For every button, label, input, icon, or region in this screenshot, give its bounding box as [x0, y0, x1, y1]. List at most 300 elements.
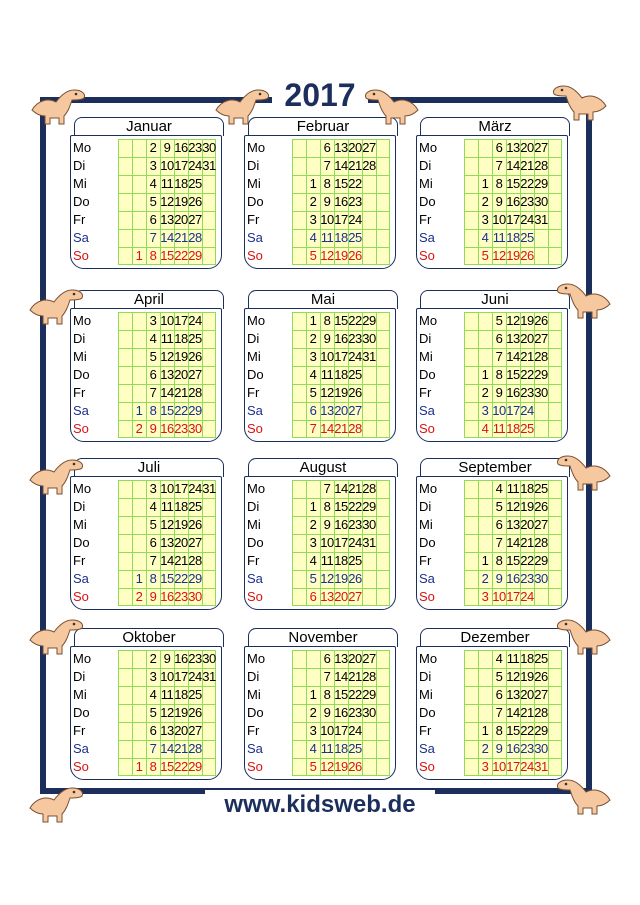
month-name: September — [420, 458, 570, 477]
date-cell: 14 — [334, 481, 348, 496]
date-cell: 21 — [348, 481, 362, 496]
date-cell: 10 — [492, 759, 506, 774]
date-cell: 9 — [323, 331, 331, 346]
weekday-label: Di — [247, 499, 260, 514]
date-cell: 20 — [520, 331, 534, 346]
weekday-label: Mo — [247, 313, 266, 328]
date-cell: 26 — [534, 313, 548, 328]
date-cell: 7 — [309, 421, 317, 436]
date-cell: 17 — [334, 349, 348, 364]
date-cell: 29 — [362, 499, 376, 514]
date-cell: 3 — [149, 158, 157, 173]
weekday-label: So — [73, 759, 89, 774]
date-cell: 23 — [174, 421, 188, 436]
month-mai — [244, 290, 396, 442]
date-cell: 20 — [520, 687, 534, 702]
date-cell: 27 — [188, 212, 202, 227]
date-cell: 23 — [520, 741, 534, 756]
date-cell: 25 — [188, 499, 202, 514]
dinosaur-icon — [548, 78, 610, 122]
date-cell: 5 — [495, 499, 503, 514]
month-name: Juni — [420, 290, 570, 309]
date-cell: 11 — [492, 421, 506, 436]
date-cell: 12 — [492, 248, 506, 263]
dinosaur-icon — [26, 780, 88, 824]
weekday-label: Di — [419, 499, 432, 514]
weekday-label: Mi — [247, 176, 261, 191]
date-cell: 23 — [520, 571, 534, 586]
date-cell: 15 — [334, 176, 348, 191]
date-cell: 13 — [160, 535, 174, 550]
month-name: März — [420, 117, 570, 136]
weekday-label: So — [247, 421, 263, 436]
date-cell: 11 — [320, 741, 334, 756]
weekday-label: Fr — [73, 385, 86, 400]
weekday-label: Fr — [73, 553, 86, 568]
date-cell: 19 — [334, 759, 348, 774]
date-cell: 19 — [520, 669, 534, 684]
weekday-label: Sa — [73, 230, 89, 245]
date-cell: 15 — [160, 571, 174, 586]
website-footer[interactable]: www.kidsweb.de — [205, 790, 435, 820]
date-cell: 25 — [348, 367, 362, 382]
date-cell: 22 — [520, 176, 534, 191]
date-cell: 2 — [309, 194, 317, 209]
date-cell: 23 — [348, 194, 362, 209]
date-cell: 9 — [495, 741, 503, 756]
date-cell: 27 — [188, 723, 202, 738]
weekday-label: Mo — [73, 313, 92, 328]
date-cell: 5 — [495, 313, 503, 328]
date-cell: 6 — [323, 651, 331, 666]
date-cell: 22 — [520, 367, 534, 382]
date-cell: 16 — [160, 421, 174, 436]
weekday-label: So — [419, 759, 435, 774]
date-cell: 22 — [174, 759, 188, 774]
date-cell: 19 — [334, 248, 348, 263]
date-cell: 3 — [481, 212, 489, 227]
date-cell: 8 — [495, 553, 503, 568]
date-cell: 3 — [149, 481, 157, 496]
date-cell: 29 — [188, 759, 202, 774]
date-cell: 11 — [320, 230, 334, 245]
date-cell: 2 — [309, 705, 317, 720]
date-cell: 4 — [309, 741, 317, 756]
date-cell: 18 — [334, 553, 348, 568]
date-cell: 31 — [202, 481, 216, 496]
date-cell: 23 — [348, 517, 362, 532]
date-cell: 25 — [520, 421, 534, 436]
date-cell: 6 — [495, 687, 503, 702]
weekday-label: Mo — [73, 140, 92, 155]
date-cell: 13 — [160, 367, 174, 382]
weekday-label: Mo — [419, 651, 438, 666]
date-cell: 30 — [534, 571, 548, 586]
date-cell: 5 — [149, 517, 157, 532]
month-name: April — [74, 290, 224, 309]
date-cell: 5 — [309, 385, 317, 400]
weekday-label: Mi — [419, 176, 433, 191]
date-cell: 18 — [334, 741, 348, 756]
date-cell: 11 — [506, 651, 520, 666]
date-cell: 21 — [174, 385, 188, 400]
date-cell: 8 — [149, 248, 157, 263]
date-cell: 31 — [202, 158, 216, 173]
date-cell: 16 — [334, 331, 348, 346]
date-cell: 25 — [188, 176, 202, 191]
date-cell: 11 — [320, 553, 334, 568]
date-cell: 28 — [534, 705, 548, 720]
date-cell: 19 — [520, 313, 534, 328]
date-cell: 27 — [348, 403, 362, 418]
date-cell: 16 — [506, 385, 520, 400]
date-cell: 9 — [323, 705, 331, 720]
weekday-label: Do — [247, 194, 264, 209]
date-cell: 10 — [160, 158, 174, 173]
date-cell: 8 — [323, 687, 331, 702]
date-cell: 8 — [323, 313, 331, 328]
date-cell: 6 — [149, 367, 157, 382]
date-cell: 28 — [188, 741, 202, 756]
date-cell: 25 — [188, 687, 202, 702]
date-cell: 30 — [362, 517, 376, 532]
weekday-label: So — [247, 759, 263, 774]
weekday-label: Do — [419, 705, 436, 720]
date-cell: 9 — [323, 517, 331, 532]
date-cell: 18 — [174, 331, 188, 346]
date-cell: 28 — [188, 553, 202, 568]
date-cell: 13 — [334, 651, 348, 666]
date-cell: 15 — [334, 499, 348, 514]
date-cell: 14 — [506, 535, 520, 550]
date-cell: 14 — [334, 158, 348, 173]
date-cell: 22 — [348, 176, 362, 191]
weekday-label: Mo — [419, 481, 438, 496]
weekday-label: Mi — [247, 349, 261, 364]
date-cell: 18 — [520, 481, 534, 496]
date-cell: 29 — [188, 248, 202, 263]
date-cell: 13 — [506, 331, 520, 346]
weekday-label: So — [73, 589, 89, 604]
weekday-label: Sa — [419, 403, 435, 418]
weekday-label: Mi — [73, 349, 87, 364]
date-cell: 2 — [309, 331, 317, 346]
date-cell: 16 — [334, 517, 348, 532]
weekday-label: Di — [419, 331, 432, 346]
date-cell: 15 — [506, 723, 520, 738]
date-cell: 4 — [481, 230, 489, 245]
weekday-label: Sa — [73, 571, 89, 586]
date-cell: 25 — [348, 230, 362, 245]
date-cell: 24 — [520, 589, 534, 604]
month-juni — [416, 290, 568, 442]
weekday-label: Do — [73, 535, 90, 550]
date-cell: 17 — [334, 535, 348, 550]
date-cell: 24 — [520, 759, 534, 774]
month-april — [70, 290, 222, 442]
date-cell: 31 — [534, 212, 548, 227]
date-cell: 17 — [174, 158, 188, 173]
date-cell: 28 — [362, 481, 376, 496]
date-cell: 23 — [348, 705, 362, 720]
weekday-label: Fr — [419, 385, 432, 400]
dinosaur-icon — [552, 448, 614, 492]
date-cell: 1 — [309, 176, 317, 191]
weekday-label: So — [247, 589, 263, 604]
weekday-label: Di — [73, 499, 86, 514]
date-cell: 30 — [188, 421, 202, 436]
date-cell: 22 — [520, 723, 534, 738]
month-januar — [70, 117, 222, 269]
date-cell: 4 — [481, 421, 489, 436]
weekday-label: Di — [419, 669, 432, 684]
date-cell: 12 — [160, 705, 174, 720]
date-cell: 7 — [495, 705, 503, 720]
date-cell: 10 — [492, 589, 506, 604]
dinosaur-icon — [552, 772, 614, 816]
date-cell: 19 — [334, 571, 348, 586]
date-cell: 15 — [334, 313, 348, 328]
date-cell: 1 — [309, 687, 317, 702]
date-cell: 14 — [160, 230, 174, 245]
date-cell: 1 — [135, 403, 143, 418]
weekday-label: Mi — [419, 687, 433, 702]
date-cell: 25 — [188, 331, 202, 346]
date-cell: 4 — [149, 499, 157, 514]
date-cell: 7 — [149, 230, 157, 245]
date-cell: 5 — [495, 669, 503, 684]
date-cell: 7 — [495, 349, 503, 364]
weekday-label: Mi — [419, 517, 433, 532]
date-cell: 24 — [520, 212, 534, 227]
dinosaur-icon — [26, 452, 88, 496]
date-cell: 3 — [309, 349, 317, 364]
date-cell: 22 — [174, 571, 188, 586]
weekday-label: Do — [419, 194, 436, 209]
date-cell: 6 — [309, 589, 317, 604]
date-cell: 19 — [174, 705, 188, 720]
date-cell: 29 — [534, 553, 548, 568]
date-cell: 13 — [160, 212, 174, 227]
date-cell: 24 — [188, 669, 202, 684]
date-cell: 28 — [534, 535, 548, 550]
dinosaur-icon — [212, 82, 274, 126]
date-cell: 1 — [309, 313, 317, 328]
date-cell: 29 — [188, 403, 202, 418]
date-cell: 21 — [334, 421, 348, 436]
date-cell: 11 — [160, 687, 174, 702]
date-cell: 29 — [362, 687, 376, 702]
date-cell: 3 — [481, 403, 489, 418]
date-cell: 9 — [323, 194, 331, 209]
date-cell: 6 — [495, 331, 503, 346]
date-cell: 7 — [495, 158, 503, 173]
date-cell: 24 — [348, 349, 362, 364]
date-cell: 26 — [188, 517, 202, 532]
date-cell: 24 — [188, 158, 202, 173]
weekday-label: Mo — [73, 651, 92, 666]
date-cell: 13 — [160, 723, 174, 738]
weekday-label: So — [419, 248, 435, 263]
date-cell: 1 — [135, 248, 143, 263]
date-cell: 8 — [323, 176, 331, 191]
date-cell: 20 — [174, 535, 188, 550]
date-cell: 28 — [534, 349, 548, 364]
date-cell: 8 — [323, 499, 331, 514]
date-cell: 21 — [520, 349, 534, 364]
date-cell: 10 — [492, 403, 506, 418]
weekday-label: Do — [73, 194, 90, 209]
date-cell: 26 — [188, 194, 202, 209]
weekday-label: So — [247, 248, 263, 263]
date-cell: 3 — [149, 669, 157, 684]
month-dezember — [416, 628, 568, 780]
date-cell: 6 — [495, 517, 503, 532]
date-cell: 30 — [362, 331, 376, 346]
date-cell: 18 — [334, 367, 348, 382]
weekday-label: Fr — [247, 212, 260, 227]
date-cell: 27 — [534, 517, 548, 532]
date-cell: 5 — [309, 759, 317, 774]
weekday-label: Sa — [73, 403, 89, 418]
date-cell: 18 — [506, 421, 520, 436]
date-cell: 11 — [492, 230, 506, 245]
date-cell: 11 — [160, 499, 174, 514]
date-cell: 17 — [334, 212, 348, 227]
month-name: Mai — [248, 290, 398, 309]
dinosaur-icon — [26, 612, 88, 656]
date-cell: 18 — [520, 651, 534, 666]
weekday-label: Fr — [419, 723, 432, 738]
date-cell: 10 — [160, 313, 174, 328]
date-cell: 27 — [362, 140, 376, 155]
date-cell: 18 — [174, 687, 188, 702]
weekday-label: Mo — [419, 140, 438, 155]
date-cell: 9 — [495, 571, 503, 586]
date-cell: 23 — [520, 194, 534, 209]
date-cell: 21 — [174, 230, 188, 245]
weekday-label: Sa — [247, 571, 263, 586]
date-cell: 22 — [348, 687, 362, 702]
dinosaur-icon — [552, 612, 614, 656]
date-cell: 13 — [506, 687, 520, 702]
date-cell: 26 — [534, 499, 548, 514]
date-cell: 6 — [495, 140, 503, 155]
month-name: August — [248, 458, 398, 477]
date-cell: 31 — [362, 349, 376, 364]
date-cell: 23 — [188, 651, 202, 666]
date-cell: 13 — [320, 589, 334, 604]
date-cell: 12 — [320, 248, 334, 263]
weekday-label: Do — [419, 367, 436, 382]
date-cell: 16 — [334, 705, 348, 720]
date-cell: 17 — [506, 759, 520, 774]
dinosaur-icon — [28, 82, 90, 126]
date-cell: 10 — [320, 212, 334, 227]
date-cell: 17 — [506, 212, 520, 227]
date-cell: 13 — [506, 140, 520, 155]
date-cell: 11 — [160, 176, 174, 191]
date-cell: 16 — [506, 194, 520, 209]
month-september — [416, 458, 568, 610]
weekday-label: Do — [73, 367, 90, 382]
date-cell: 16 — [160, 589, 174, 604]
date-cell: 1 — [309, 499, 317, 514]
date-cell: 26 — [188, 705, 202, 720]
date-cell: 4 — [309, 367, 317, 382]
date-cell: 30 — [534, 385, 548, 400]
date-cell: 19 — [174, 517, 188, 532]
date-cell: 30 — [188, 589, 202, 604]
weekday-label: Mo — [73, 481, 92, 496]
date-cell: 6 — [149, 212, 157, 227]
date-cell: 31 — [362, 535, 376, 550]
date-cell: 12 — [320, 571, 334, 586]
weekday-label: Di — [247, 158, 260, 173]
date-cell: 1 — [481, 553, 489, 568]
weekday-label: Mi — [419, 349, 433, 364]
date-cell: 15 — [160, 248, 174, 263]
date-cell: 26 — [348, 385, 362, 400]
date-cell: 10 — [320, 349, 334, 364]
date-cell: 20 — [174, 723, 188, 738]
date-cell: 19 — [174, 349, 188, 364]
date-cell: 4 — [309, 230, 317, 245]
weekday-label: So — [419, 421, 435, 436]
date-cell: 20 — [520, 517, 534, 532]
date-cell: 5 — [149, 349, 157, 364]
date-cell: 20 — [334, 589, 348, 604]
weekday-label: Di — [73, 669, 86, 684]
month-august — [244, 458, 396, 610]
date-cell: 20 — [334, 403, 348, 418]
weekday-label: Do — [419, 535, 436, 550]
month-name: Oktober — [74, 628, 224, 647]
date-cell: 29 — [188, 571, 202, 586]
date-cell: 3 — [309, 535, 317, 550]
date-cell: 22 — [174, 403, 188, 418]
weekday-label: Fr — [419, 553, 432, 568]
date-cell: 21 — [520, 535, 534, 550]
date-cell: 10 — [160, 669, 174, 684]
date-cell: 4 — [149, 687, 157, 702]
date-cell: 16 — [334, 194, 348, 209]
date-cell: 1 — [481, 367, 489, 382]
weekday-label: Sa — [247, 230, 263, 245]
date-cell: 2 — [135, 589, 143, 604]
weekday-label: Mo — [247, 140, 266, 155]
date-cell: 23 — [348, 331, 362, 346]
date-cell: 28 — [362, 158, 376, 173]
date-cell: 20 — [174, 367, 188, 382]
weekday-label: Di — [73, 158, 86, 173]
date-cell: 17 — [174, 313, 188, 328]
weekday-label: Mi — [247, 687, 261, 702]
date-cell: 22 — [174, 248, 188, 263]
date-cell: 14 — [334, 669, 348, 684]
date-cell: 26 — [348, 759, 362, 774]
dinosaur-icon — [26, 282, 88, 326]
date-cell: 15 — [506, 176, 520, 191]
year-title: 2017 — [272, 75, 368, 115]
date-cell: 23 — [174, 589, 188, 604]
date-cell: 24 — [188, 481, 202, 496]
date-cell: 27 — [534, 331, 548, 346]
date-cell: 8 — [149, 571, 157, 586]
date-cell: 8 — [495, 176, 503, 191]
date-cell: 1 — [135, 571, 143, 586]
month-name: Februar — [248, 117, 398, 136]
